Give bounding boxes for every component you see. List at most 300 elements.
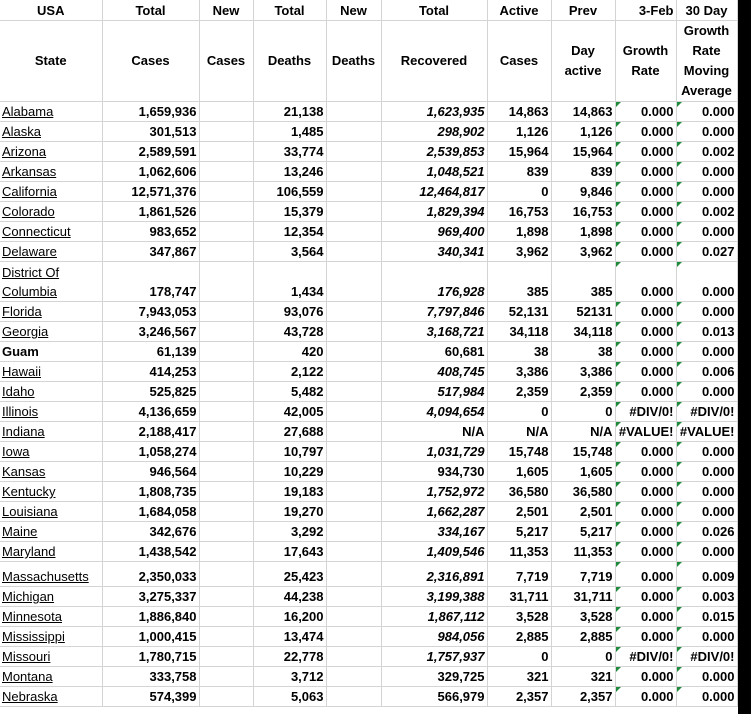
- cell-cases[interactable]: 1,808,735: [102, 482, 199, 502]
- cell-growth[interactable]: 0.000: [615, 262, 676, 302]
- cell-state[interactable]: Georgia: [0, 322, 102, 342]
- cell-deaths[interactable]: 420: [253, 342, 326, 362]
- header-cell[interactable]: 3-Feb: [615, 0, 676, 21]
- cell-state[interactable]: Delaware: [0, 242, 102, 262]
- cell-new-cases[interactable]: [199, 322, 253, 342]
- header-cell[interactable]: Total: [381, 0, 487, 21]
- header-cell[interactable]: New: [326, 0, 381, 21]
- cell-cases[interactable]: 342,676: [102, 522, 199, 542]
- cell-prev[interactable]: 3,962: [551, 242, 615, 262]
- cell-new-deaths[interactable]: [326, 102, 381, 122]
- cell-avg[interactable]: 0.000: [676, 667, 737, 687]
- cell-new-deaths[interactable]: [326, 522, 381, 542]
- cell-avg[interactable]: 0.000: [676, 342, 737, 362]
- cell-new-cases[interactable]: [199, 102, 253, 122]
- cell-prev[interactable]: 38: [551, 342, 615, 362]
- cell-deaths[interactable]: 3,564: [253, 242, 326, 262]
- cell-deaths[interactable]: 27,688: [253, 422, 326, 442]
- cell-prev[interactable]: 1,898: [551, 222, 615, 242]
- cell-prev[interactable]: 1,605: [551, 462, 615, 482]
- cell-state[interactable]: Iowa: [0, 442, 102, 462]
- cell-recovered[interactable]: 1,829,394: [381, 202, 487, 222]
- cell-cases[interactable]: 1,780,715: [102, 647, 199, 667]
- cell-state[interactable]: Maine: [0, 522, 102, 542]
- cell-prev[interactable]: 15,964: [551, 142, 615, 162]
- cell-recovered[interactable]: 1,662,287: [381, 502, 487, 522]
- cell-new-deaths[interactable]: [326, 482, 381, 502]
- cell-deaths[interactable]: 25,423: [253, 562, 326, 587]
- cell-state[interactable]: Hawaii: [0, 362, 102, 382]
- cell-prev[interactable]: 16,753: [551, 202, 615, 222]
- cell-new-cases[interactable]: [199, 627, 253, 647]
- cell-cases[interactable]: 1,659,936: [102, 102, 199, 122]
- cell-growth[interactable]: 0.000: [615, 182, 676, 202]
- cell-active[interactable]: 2,359: [487, 382, 551, 402]
- cell-active[interactable]: 2,885: [487, 627, 551, 647]
- cell-growth[interactable]: 0.000: [615, 442, 676, 462]
- cell-cases[interactable]: 1,861,526: [102, 202, 199, 222]
- header-cell[interactable]: Cases: [487, 21, 551, 102]
- cell-prev[interactable]: 839: [551, 162, 615, 182]
- cell-state[interactable]: Montana: [0, 667, 102, 687]
- header-cell[interactable]: Cases: [199, 21, 253, 102]
- cell-deaths[interactable]: 3,712: [253, 667, 326, 687]
- cell-avg[interactable]: 0.000: [676, 162, 737, 182]
- cell-growth[interactable]: 0.000: [615, 627, 676, 647]
- cell-prev[interactable]: 9,846: [551, 182, 615, 202]
- cell-active[interactable]: 0: [487, 647, 551, 667]
- cell-new-cases[interactable]: [199, 122, 253, 142]
- cell-state[interactable]: District Of Columbia: [0, 262, 102, 302]
- cell-new-cases[interactable]: [199, 262, 253, 302]
- cell-growth[interactable]: 0.000: [615, 362, 676, 382]
- cell-cases[interactable]: 333,758: [102, 667, 199, 687]
- cell-cases[interactable]: 3,275,337: [102, 587, 199, 607]
- cell-growth[interactable]: 0.000: [615, 322, 676, 342]
- cell-avg[interactable]: 0.000: [676, 122, 737, 142]
- cell-new-deaths[interactable]: [326, 562, 381, 587]
- cell-avg[interactable]: 0.026: [676, 522, 737, 542]
- cell-prev[interactable]: 5,217: [551, 522, 615, 542]
- cell-new-cases[interactable]: [199, 202, 253, 222]
- cell-new-deaths[interactable]: [326, 142, 381, 162]
- cell-avg[interactable]: 0.000: [676, 182, 737, 202]
- cell-avg[interactable]: 0.027: [676, 242, 737, 262]
- cell-recovered[interactable]: 984,056: [381, 627, 487, 647]
- cell-deaths[interactable]: 43,728: [253, 322, 326, 342]
- cell-growth[interactable]: 0.000: [615, 667, 676, 687]
- header-cell[interactable]: Total: [253, 0, 326, 21]
- header-cell[interactable]: Cases: [102, 21, 199, 102]
- cell-new-cases[interactable]: [199, 342, 253, 362]
- cell-deaths[interactable]: 42,005: [253, 402, 326, 422]
- cell-avg[interactable]: 0.002: [676, 202, 737, 222]
- cell-avg[interactable]: 0.003: [676, 587, 737, 607]
- cell-avg[interactable]: 0.000: [676, 302, 737, 322]
- cell-growth[interactable]: 0.000: [615, 522, 676, 542]
- cell-deaths[interactable]: 1,434: [253, 262, 326, 302]
- cell-active[interactable]: 38: [487, 342, 551, 362]
- cell-recovered[interactable]: 340,341: [381, 242, 487, 262]
- cell-new-deaths[interactable]: [326, 647, 381, 667]
- cell-new-cases[interactable]: [199, 562, 253, 587]
- cell-active[interactable]: N/A: [487, 422, 551, 442]
- cell-prev[interactable]: 36,580: [551, 482, 615, 502]
- cell-recovered[interactable]: 1,867,112: [381, 607, 487, 627]
- cell-cases[interactable]: 2,188,417: [102, 422, 199, 442]
- cell-growth[interactable]: 0.000: [615, 342, 676, 362]
- cell-avg[interactable]: 0.000: [676, 222, 737, 242]
- header-cell[interactable]: Deaths: [253, 21, 326, 102]
- cell-avg[interactable]: 0.000: [676, 687, 737, 707]
- cell-new-cases[interactable]: [199, 142, 253, 162]
- cell-active[interactable]: 1,605: [487, 462, 551, 482]
- cell-deaths[interactable]: 44,238: [253, 587, 326, 607]
- cell-growth[interactable]: 0.000: [615, 462, 676, 482]
- cell-deaths[interactable]: 5,063: [253, 687, 326, 707]
- cell-state[interactable]: Mississippi: [0, 627, 102, 647]
- cell-state[interactable]: Arkansas: [0, 162, 102, 182]
- cell-active[interactable]: 0: [487, 182, 551, 202]
- cell-growth[interactable]: 0.000: [615, 542, 676, 562]
- cell-new-cases[interactable]: [199, 182, 253, 202]
- cell-active[interactable]: 14,863: [487, 102, 551, 122]
- cell-prev[interactable]: 1,126: [551, 122, 615, 142]
- cell-cases[interactable]: 7,943,053: [102, 302, 199, 322]
- cell-growth[interactable]: #DIV/0!: [615, 647, 676, 667]
- cell-recovered[interactable]: 517,984: [381, 382, 487, 402]
- cell-cases[interactable]: 2,350,033: [102, 562, 199, 587]
- cell-prev[interactable]: 52131: [551, 302, 615, 322]
- header-cell[interactable]: Total: [102, 0, 199, 21]
- cell-deaths[interactable]: 5,482: [253, 382, 326, 402]
- cell-deaths[interactable]: 3,292: [253, 522, 326, 542]
- cell-avg[interactable]: #DIV/0!: [676, 647, 737, 667]
- cell-recovered[interactable]: 566,979: [381, 687, 487, 707]
- cell-growth[interactable]: #VALUE!: [615, 422, 676, 442]
- cell-deaths[interactable]: 17,643: [253, 542, 326, 562]
- cell-new-deaths[interactable]: [326, 302, 381, 322]
- cell-avg[interactable]: 0.000: [676, 442, 737, 462]
- cell-new-cases[interactable]: [199, 442, 253, 462]
- cell-active[interactable]: 7,719: [487, 562, 551, 587]
- cell-deaths[interactable]: 13,246: [253, 162, 326, 182]
- cell-new-deaths[interactable]: [326, 242, 381, 262]
- cell-recovered[interactable]: 1,623,935: [381, 102, 487, 122]
- cell-prev[interactable]: 14,863: [551, 102, 615, 122]
- header-cell[interactable]: Active: [487, 0, 551, 21]
- header-cell[interactable]: Recovered: [381, 21, 487, 102]
- cell-active[interactable]: 2,357: [487, 687, 551, 707]
- cell-prev[interactable]: 7,719: [551, 562, 615, 587]
- cell-recovered[interactable]: 2,316,891: [381, 562, 487, 587]
- cell-active[interactable]: 1,126: [487, 122, 551, 142]
- cell-cases[interactable]: 178,747: [102, 262, 199, 302]
- cell-avg[interactable]: 0.000: [676, 627, 737, 647]
- cell-prev[interactable]: 2,885: [551, 627, 615, 647]
- cell-new-cases[interactable]: [199, 302, 253, 322]
- header-cell[interactable]: Growth Rate: [615, 21, 676, 102]
- cell-deaths[interactable]: 106,559: [253, 182, 326, 202]
- cell-growth[interactable]: 0.000: [615, 102, 676, 122]
- cell-active[interactable]: 3,528: [487, 607, 551, 627]
- cell-prev[interactable]: 31,711: [551, 587, 615, 607]
- cell-new-cases[interactable]: [199, 647, 253, 667]
- cell-active[interactable]: 3,962: [487, 242, 551, 262]
- header-cell[interactable]: Prev: [551, 0, 615, 21]
- cell-state[interactable]: Louisiana: [0, 502, 102, 522]
- cell-growth[interactable]: 0.000: [615, 562, 676, 587]
- cell-state[interactable]: Colorado: [0, 202, 102, 222]
- cell-cases[interactable]: 983,652: [102, 222, 199, 242]
- cell-new-cases[interactable]: [199, 502, 253, 522]
- cell-deaths[interactable]: 16,200: [253, 607, 326, 627]
- cell-new-deaths[interactable]: [326, 607, 381, 627]
- cell-avg[interactable]: 0.000: [676, 102, 737, 122]
- cell-active[interactable]: 34,118: [487, 322, 551, 342]
- cell-active[interactable]: 385: [487, 262, 551, 302]
- cell-state[interactable]: Kansas: [0, 462, 102, 482]
- cell-deaths[interactable]: 19,270: [253, 502, 326, 522]
- cell-avg[interactable]: 0.009: [676, 562, 737, 587]
- cell-active[interactable]: 31,711: [487, 587, 551, 607]
- cell-deaths[interactable]: 93,076: [253, 302, 326, 322]
- cell-cases[interactable]: 525,825: [102, 382, 199, 402]
- cell-new-deaths[interactable]: [326, 342, 381, 362]
- cell-recovered[interactable]: 298,902: [381, 122, 487, 142]
- cell-active[interactable]: 16,753: [487, 202, 551, 222]
- cell-new-deaths[interactable]: [326, 222, 381, 242]
- header-cell[interactable]: Growth Rate Moving Average: [676, 21, 737, 102]
- cell-avg[interactable]: 0.000: [676, 462, 737, 482]
- cell-cases[interactable]: 4,136,659: [102, 402, 199, 422]
- cell-growth[interactable]: 0.000: [615, 242, 676, 262]
- cell-cases[interactable]: 1,062,606: [102, 162, 199, 182]
- cell-growth[interactable]: 0.000: [615, 502, 676, 522]
- cell-state[interactable]: Alaska: [0, 122, 102, 142]
- cell-state[interactable]: Guam: [0, 342, 102, 362]
- cell-active[interactable]: 15,748: [487, 442, 551, 462]
- cell-new-cases[interactable]: [199, 402, 253, 422]
- cell-new-cases[interactable]: [199, 462, 253, 482]
- cell-cases[interactable]: 1,886,840: [102, 607, 199, 627]
- cell-new-cases[interactable]: [199, 607, 253, 627]
- cell-avg[interactable]: 0.000: [676, 382, 737, 402]
- cell-cases[interactable]: 1,684,058: [102, 502, 199, 522]
- header-cell[interactable]: New: [199, 0, 253, 21]
- cell-deaths[interactable]: 33,774: [253, 142, 326, 162]
- cell-state[interactable]: Missouri: [0, 647, 102, 667]
- cell-cases[interactable]: 1,438,542: [102, 542, 199, 562]
- cell-recovered[interactable]: 2,539,853: [381, 142, 487, 162]
- cell-state[interactable]: Arizona: [0, 142, 102, 162]
- cell-recovered[interactable]: 1,409,546: [381, 542, 487, 562]
- cell-active[interactable]: 2,501: [487, 502, 551, 522]
- cell-avg[interactable]: 0.002: [676, 142, 737, 162]
- cell-prev[interactable]: 11,353: [551, 542, 615, 562]
- cell-new-deaths[interactable]: [326, 627, 381, 647]
- cell-active[interactable]: 3,386: [487, 362, 551, 382]
- cell-cases[interactable]: 12,571,376: [102, 182, 199, 202]
- cell-prev[interactable]: N/A: [551, 422, 615, 442]
- cell-deaths[interactable]: 19,183: [253, 482, 326, 502]
- cell-deaths[interactable]: 1,485: [253, 122, 326, 142]
- cell-state[interactable]: Connecticut: [0, 222, 102, 242]
- cell-new-cases[interactable]: [199, 667, 253, 687]
- cell-avg[interactable]: 0.000: [676, 542, 737, 562]
- cell-growth[interactable]: 0.000: [615, 482, 676, 502]
- cell-state[interactable]: Maryland: [0, 542, 102, 562]
- cell-avg[interactable]: #VALUE!: [676, 422, 737, 442]
- cell-new-deaths[interactable]: [326, 462, 381, 482]
- header-cell[interactable]: State: [0, 21, 102, 102]
- cell-avg[interactable]: 0.000: [676, 502, 737, 522]
- cell-cases[interactable]: 946,564: [102, 462, 199, 482]
- cell-avg[interactable]: 0.000: [676, 482, 737, 502]
- cell-state[interactable]: Minnesota: [0, 607, 102, 627]
- cell-recovered[interactable]: 334,167: [381, 522, 487, 542]
- cell-recovered[interactable]: 1,048,521: [381, 162, 487, 182]
- cell-prev[interactable]: 0: [551, 647, 615, 667]
- cell-recovered[interactable]: 1,031,729: [381, 442, 487, 462]
- cell-prev[interactable]: 385: [551, 262, 615, 302]
- cell-recovered[interactable]: 7,797,846: [381, 302, 487, 322]
- cell-cases[interactable]: 3,246,567: [102, 322, 199, 342]
- cell-state[interactable]: Indiana: [0, 422, 102, 442]
- cell-active[interactable]: 321: [487, 667, 551, 687]
- cell-new-deaths[interactable]: [326, 422, 381, 442]
- cell-active[interactable]: 52,131: [487, 302, 551, 322]
- cell-recovered[interactable]: 969,400: [381, 222, 487, 242]
- cell-new-deaths[interactable]: [326, 382, 381, 402]
- cell-prev[interactable]: 3,386: [551, 362, 615, 382]
- cell-recovered[interactable]: 1,757,937: [381, 647, 487, 667]
- cell-recovered[interactable]: 934,730: [381, 462, 487, 482]
- cell-new-deaths[interactable]: [326, 667, 381, 687]
- header-cell[interactable]: USA: [0, 0, 102, 21]
- cell-prev[interactable]: 2,501: [551, 502, 615, 522]
- cell-cases[interactable]: 61,139: [102, 342, 199, 362]
- cell-active[interactable]: 36,580: [487, 482, 551, 502]
- cell-new-deaths[interactable]: [326, 687, 381, 707]
- cell-growth[interactable]: 0.000: [615, 202, 676, 222]
- cell-new-cases[interactable]: [199, 162, 253, 182]
- cell-cases[interactable]: 347,867: [102, 242, 199, 262]
- cell-new-deaths[interactable]: [326, 502, 381, 522]
- cell-active[interactable]: 1,898: [487, 222, 551, 242]
- cell-growth[interactable]: 0.000: [615, 122, 676, 142]
- cell-new-cases[interactable]: [199, 382, 253, 402]
- cell-prev[interactable]: 15,748: [551, 442, 615, 462]
- cell-state[interactable]: Idaho: [0, 382, 102, 402]
- cell-recovered[interactable]: 3,168,721: [381, 322, 487, 342]
- cell-cases[interactable]: 301,513: [102, 122, 199, 142]
- cell-new-deaths[interactable]: [326, 162, 381, 182]
- cell-active[interactable]: 5,217: [487, 522, 551, 542]
- cell-deaths[interactable]: 10,229: [253, 462, 326, 482]
- cell-prev[interactable]: 34,118: [551, 322, 615, 342]
- cell-new-cases[interactable]: [199, 362, 253, 382]
- cell-prev[interactable]: 3,528: [551, 607, 615, 627]
- cell-deaths[interactable]: 22,778: [253, 647, 326, 667]
- cell-active[interactable]: 0: [487, 402, 551, 422]
- cell-state[interactable]: Massachusetts: [0, 562, 102, 587]
- cell-recovered[interactable]: 408,745: [381, 362, 487, 382]
- cell-active[interactable]: 839: [487, 162, 551, 182]
- cell-growth[interactable]: 0.000: [615, 222, 676, 242]
- cell-deaths[interactable]: 15,379: [253, 202, 326, 222]
- cell-state[interactable]: Florida: [0, 302, 102, 322]
- cell-new-deaths[interactable]: [326, 202, 381, 222]
- cell-recovered[interactable]: 4,094,654: [381, 402, 487, 422]
- cell-recovered[interactable]: 176,928: [381, 262, 487, 302]
- cell-new-deaths[interactable]: [326, 322, 381, 342]
- cell-growth[interactable]: 0.000: [615, 162, 676, 182]
- cell-avg[interactable]: #DIV/0!: [676, 402, 737, 422]
- cell-prev[interactable]: 321: [551, 667, 615, 687]
- cell-new-deaths[interactable]: [326, 542, 381, 562]
- cell-cases[interactable]: 1,000,415: [102, 627, 199, 647]
- cell-cases[interactable]: 2,589,591: [102, 142, 199, 162]
- cell-state[interactable]: Illinois: [0, 402, 102, 422]
- cell-new-cases[interactable]: [199, 542, 253, 562]
- cell-new-deaths[interactable]: [326, 587, 381, 607]
- cell-avg[interactable]: 0.013: [676, 322, 737, 342]
- cell-growth[interactable]: 0.000: [615, 687, 676, 707]
- cell-new-cases[interactable]: [199, 522, 253, 542]
- cell-new-deaths[interactable]: [326, 182, 381, 202]
- cell-growth[interactable]: 0.000: [615, 302, 676, 322]
- cell-recovered[interactable]: 60,681: [381, 342, 487, 362]
- cell-new-cases[interactable]: [199, 587, 253, 607]
- cell-growth[interactable]: 0.000: [615, 587, 676, 607]
- cell-new-deaths[interactable]: [326, 122, 381, 142]
- cell-prev[interactable]: 2,357: [551, 687, 615, 707]
- cell-cases[interactable]: 414,253: [102, 362, 199, 382]
- cell-growth[interactable]: 0.000: [615, 382, 676, 402]
- cell-avg[interactable]: 0.015: [676, 607, 737, 627]
- cell-deaths[interactable]: 13,474: [253, 627, 326, 647]
- cell-growth[interactable]: 0.000: [615, 607, 676, 627]
- cell-recovered[interactable]: 12,464,817: [381, 182, 487, 202]
- cell-recovered[interactable]: 329,725: [381, 667, 487, 687]
- cell-state[interactable]: Kentucky: [0, 482, 102, 502]
- cell-deaths[interactable]: 10,797: [253, 442, 326, 462]
- header-cell[interactable]: Deaths: [326, 21, 381, 102]
- cell-recovered[interactable]: N/A: [381, 422, 487, 442]
- cell-state[interactable]: Alabama: [0, 102, 102, 122]
- cell-state[interactable]: Michigan: [0, 587, 102, 607]
- header-cell[interactable]: 30 Day: [676, 0, 737, 21]
- cell-prev[interactable]: 0: [551, 402, 615, 422]
- cell-deaths[interactable]: 2,122: [253, 362, 326, 382]
- cell-deaths[interactable]: 12,354: [253, 222, 326, 242]
- cell-recovered[interactable]: 1,752,972: [381, 482, 487, 502]
- cell-recovered[interactable]: 3,199,388: [381, 587, 487, 607]
- header-cell[interactable]: Day active: [551, 21, 615, 102]
- cell-new-cases[interactable]: [199, 222, 253, 242]
- cell-cases[interactable]: 1,058,274: [102, 442, 199, 462]
- cell-active[interactable]: 11,353: [487, 542, 551, 562]
- cell-deaths[interactable]: 21,138: [253, 102, 326, 122]
- cell-cases[interactable]: 574,399: [102, 687, 199, 707]
- cell-state[interactable]: California: [0, 182, 102, 202]
- cell-active[interactable]: 15,964: [487, 142, 551, 162]
- cell-avg[interactable]: 0.006: [676, 362, 737, 382]
- cell-new-deaths[interactable]: [326, 262, 381, 302]
- cell-new-deaths[interactable]: [326, 362, 381, 382]
- cell-growth[interactable]: #DIV/0!: [615, 402, 676, 422]
